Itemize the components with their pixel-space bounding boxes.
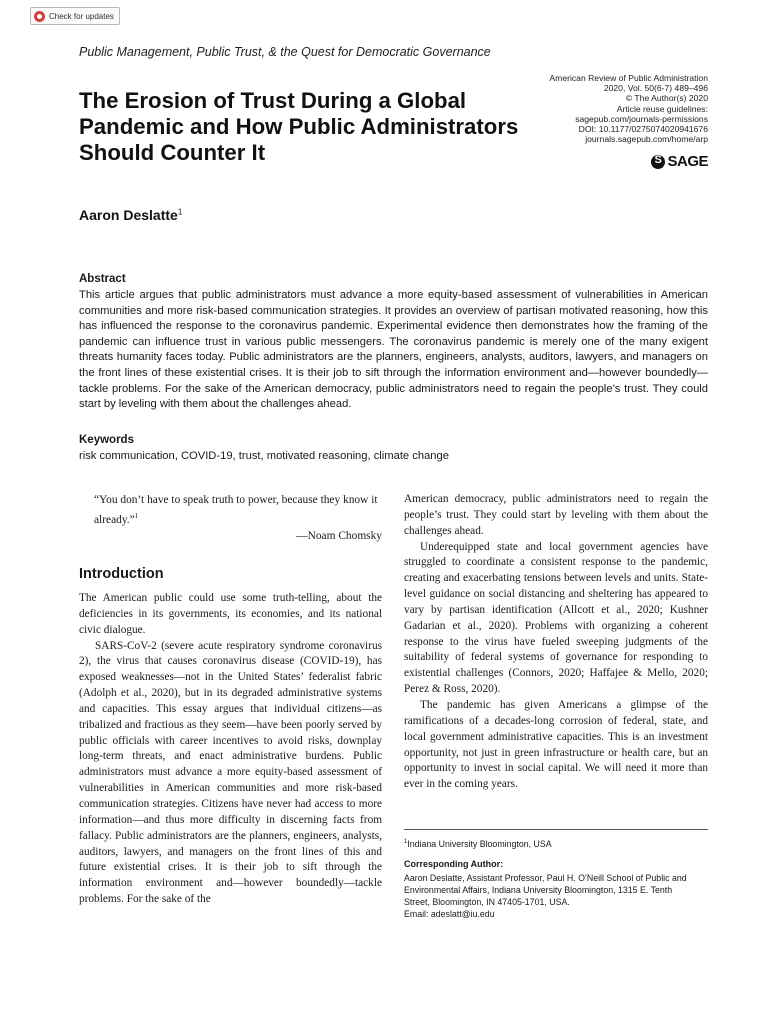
running-head: Public Management, Public Trust, & the Quest for Democratic Governance <box>79 45 491 59</box>
left-column <box>79 591 382 908</box>
right-column <box>404 492 708 793</box>
keywords-text: risk communication, COVID-19, trust, motivated reasoning, climate change <box>79 450 449 462</box>
corresponding-email[interactable]: Email: adeslatt@iu.edu <box>404 909 495 919</box>
check-for-updates-badge[interactable] <box>30 7 120 25</box>
update-check-icon <box>34 11 45 22</box>
journal-name: American Review of Public Administration <box>549 73 708 83</box>
journal-homepage-link[interactable]: journals.sagepub.com/home/arp <box>585 134 708 145</box>
corresponding-line: Aaron Deslatte, Assistant Professor, Paul H. O’Neill School of Public and <box>404 873 687 883</box>
affiliation-mark: 1 <box>404 839 408 846</box>
keywords-heading: Keywords <box>79 434 134 446</box>
reuse-guidelines-label: Article reuse guidelines: <box>616 103 708 114</box>
article-title: The Erosion of Trust During a Global Pandemic and How Public Administrators Should Counter It <box>79 88 519 165</box>
epigraph-quote <box>94 492 382 528</box>
author-name: Aaron Deslatte <box>79 207 178 223</box>
footnote-divider <box>404 829 708 830</box>
paragraph: The American public could use some truth-telling, about the deficiencies in its governments, its economies, and its national civic dialogue. <box>79 592 382 636</box>
epigraph-attribution: —Noam Chomsky <box>296 530 382 542</box>
paragraph: The pandemic has given Americans a glimpse of the ramifications of a decades-long corrosion of federal, state, and local government administrative capacities. This is an investment opportunity, not just in green infrastructure or health care, but an opportunity to invest in social capital. We will need it more than ever in the coming years. <box>404 698 708 791</box>
doi[interactable]: DOI: 10.1177/0275074020941676 <box>578 124 708 135</box>
abstract-text: This article argues that public administrators must advance a more equity-based assessment of vulnerabilities in American communities and more risk-based communication strategies. It provides an overview of partisan motivated reasoning, how this has influenced the response to the coronavirus pandemic. Experimental evidence then demonstrates how the framing of the pandemic can influence trust in various public messengers. The coronavirus pandemic is merely one of the many exigent threats humanity faces today. Public administrators are the planners, engineers, analysts, auditors, lawyers, and managers on the front lines of these existential crises. It is their job to sift through the information environment and—however boundedly—tackle problems. For the sake of the American democracy, public administrators need to regain the people’s trust. They could start by leveling with them about the challenges ahead. <box>79 289 708 411</box>
affiliation-footnote <box>404 839 552 849</box>
author <box>79 207 182 223</box>
check-for-updates-label: Check for updates <box>49 11 114 21</box>
journal-volume: 2020, Vol. 50(6-7) 489–496 <box>603 83 708 94</box>
corresponding-author-details <box>404 872 714 920</box>
epigraph-note-mark: 1 <box>134 512 139 520</box>
publisher-logo <box>651 153 708 170</box>
publisher-name: SAGE <box>667 153 708 170</box>
paragraph: Underequipped state and local government agencies have struggled to coordinate a consistent response to the pandemic, creating and exacerbating tensions between levels and units. State-level guidance on social distancing and sheltering has appeared to vary by partisan identification (Allcott et al., 2020; Kushner Gadarian et al., 2020). Problems with organizing a coherent response to the virus have fueled sweeping judgments of the suitability of federal systems of governance for responding to existential challenges (Connors, 2020; Haffajee & Mello, 2020; Perez & Ross, 2020). <box>404 540 708 696</box>
paragraph: SARS-CoV-2 (severe acute respiratory syndrome coronavirus 2), the virus that causes coronavirus disease (COVID-19), has exposed weaknesses—not in the United States’ federalist fabric (Adolph et al., 2020), but in its degraded administrative systems and capacities. This essay argues that individual citizens—as tribalized and fractious as they seem—have been poorly served by public officials with career incentives to avoid risks, downplay long-term threats, and enact administrative burdens. Public administrators must advance a more equity-based assessment of vulnerabilities in American communities and more risk-based communication strategies. Citizens have never had access to more information—and thus more difficulty in discerning facts from fallacy. Public administrators are the planners, engineers, analysts, auditors, lawyers, and managers on the front lines of this and future existential crises. It is their job to sift through the information environment and—however boundedly—tackle problems. For the sake of the <box>79 639 382 906</box>
permissions-link[interactable]: sagepub.com/journals-permissions <box>575 113 708 124</box>
introduction-heading: Introduction <box>79 566 164 582</box>
corresponding-author-heading: Corresponding Author: <box>404 859 504 869</box>
author-affiliation-mark: 1 <box>177 207 183 217</box>
corresponding-line: Environmental Affairs, Indiana University Bloomington, 1315 E. Tenth <box>404 885 673 895</box>
epigraph-text: “You don’t have to speak truth to power, because they know it already.” <box>94 494 378 526</box>
corresponding-line: Street, Bloomington, IN 47405-1701, USA. <box>404 897 570 907</box>
abstract-heading: Abstract <box>79 273 126 285</box>
sage-logo-icon <box>651 155 665 169</box>
copyright: © The Author(s) 2020 <box>625 93 708 104</box>
paragraph: American democracy, public administrators need to regain the people’s trust. They could start by leveling with them about the challenges ahead. <box>404 493 708 537</box>
affiliation-text: Indiana University Bloomington, USA <box>407 839 552 849</box>
